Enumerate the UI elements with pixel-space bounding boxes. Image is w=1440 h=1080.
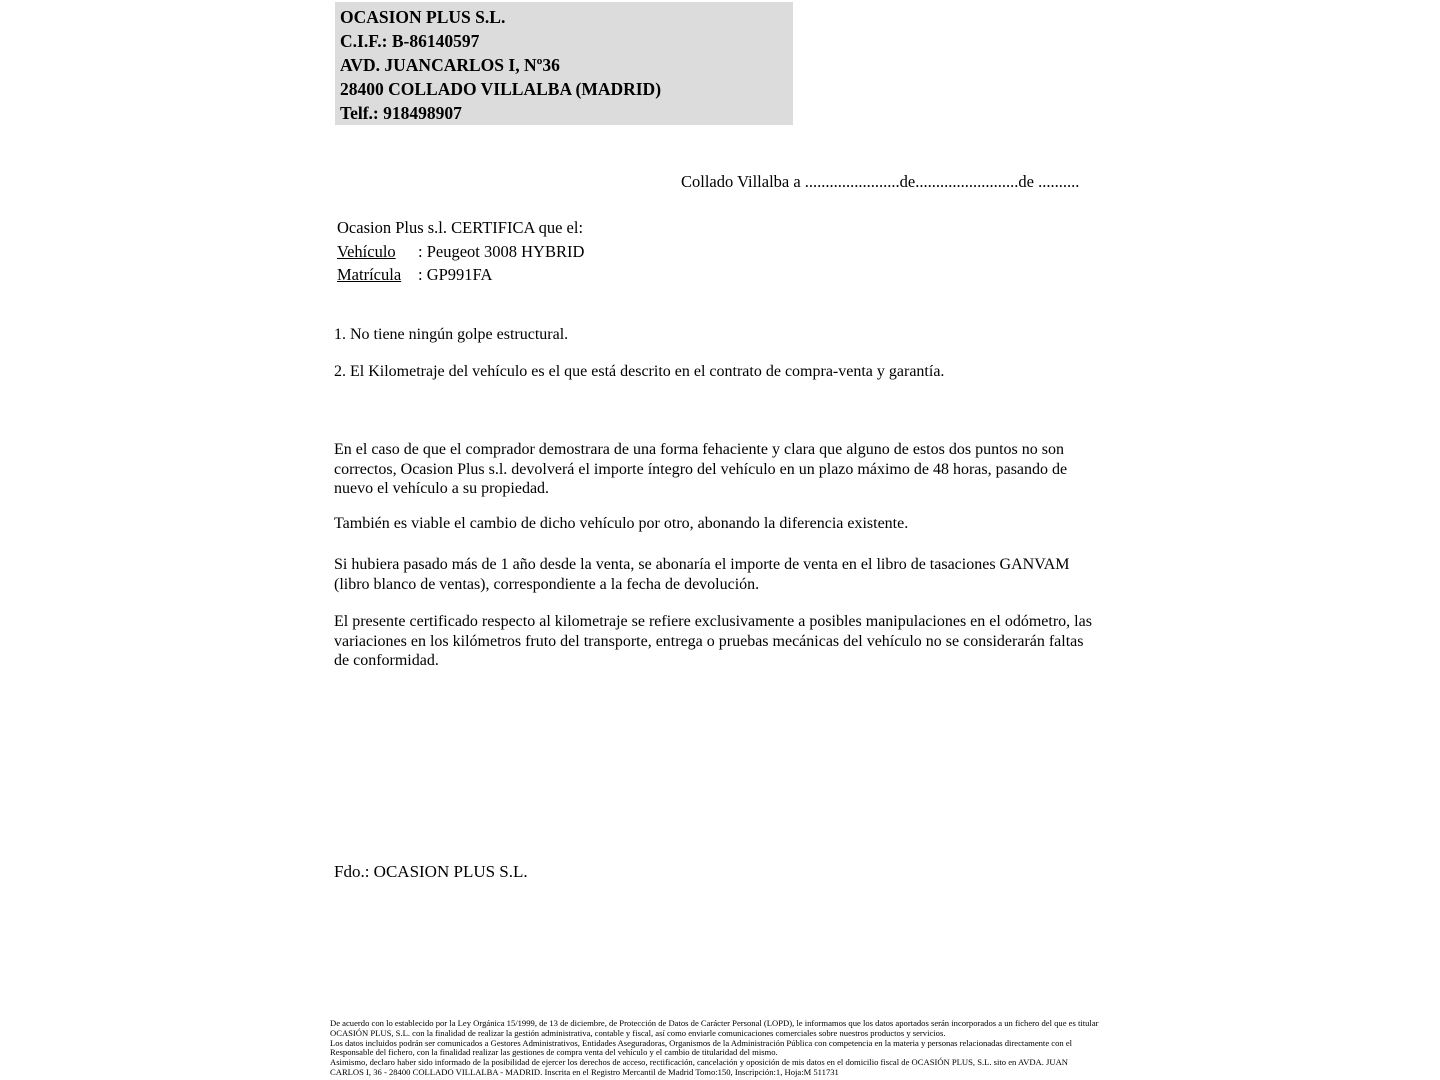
- legal-footer-line: Responsable del fichero, con la finalidad realizar las gestiones de compra venta del vehículo y el cambio de titularidad del mismo.: [330, 1047, 778, 1058]
- certificate-block: [337, 216, 584, 287]
- legal-footer: [330, 1019, 1110, 1078]
- company-cif: C.I.F.: B-86140597: [340, 31, 480, 51]
- company-letterhead: [335, 2, 793, 125]
- paragraph-ganvam-valuation: Si hubiera pasado más de 1 año desde la venta, se abonaría el importe de venta en el libro de tasaciones GANVAM (libro blanco de ventas), correspondiente a la fecha de devolución.: [334, 556, 1070, 593]
- vehicle-field: [337, 240, 584, 264]
- paragraph-exchange-option: También es viable el cambio de dicho vehículo por otro, abonando la diferencia existente.: [334, 515, 909, 532]
- legal-footer-line: Los datos incluidos podrán ser comunicados a Gestores Administrativos, Entidades Aseguradoras, Organismos de la Administración Pública con competencia en la materia y personas relacionadas directamente con el: [330, 1037, 1073, 1048]
- condition-point-1: 1. No tiene ningún golpe estructural.: [334, 326, 569, 343]
- legal-footer-line: Asimismo, declaro haber sido informado de la posibilidad de ejercer los derechos de acceso, rectificación, cancelación y oposición de mis datos en el domicilio fiscal de OCASIÓN PLUS, S.L. sito en AVDA. JUAN: [330, 1057, 1069, 1067]
- condition-point-2: 2. El Kilometraje del vehículo es el que está descrito en el contrato de compra-venta y garantía.: [334, 363, 945, 380]
- date-line: Collado Villalba a .......................de.........................de ..........: [681, 172, 1080, 191]
- paragraph-refund-terms: En el caso de que el comprador demostrara de una forma fehaciente y clara que alguno de estos dos puntos no son correctos, Ocasion Plus s.l. devolverá el importe íntegro del vehículo en un plazo máximo de 48 horas, pasando de nuevo el vehículo a su propiedad.: [334, 441, 1068, 497]
- company-address: AVD. JUANCARLOS I, Nº36: [340, 55, 560, 75]
- legal-footer-line: CARLOS I, 36 - 28400 COLLADO VILLALBA - MADRID. Inscrita en el Registro Mercantil de Madrid Tomo:150, Inscripción:1, Hoja:M 511731: [330, 1066, 839, 1077]
- plate-field: [337, 263, 584, 287]
- legal-footer-line: De acuerdo con lo establecido por la Ley Orgánica 15/1999, de 13 de diciembre, de Protección de Datos de Carácter Personal (LOPD), le informamos que los datos aportados serán incorporados a un fichero del que es titular: [330, 1018, 1099, 1028]
- company-phone: Telf.: 918498907: [340, 103, 462, 123]
- plate-label: Matrícula: [337, 265, 402, 284]
- vehicle-value: : Peugeot 3008 HYBRID: [418, 241, 585, 261]
- company-city: 28400 COLLADO VILLALBA (MADRID): [340, 79, 662, 99]
- company-name: OCASION PLUS S.L.: [340, 7, 506, 27]
- vehicle-label: Vehículo: [337, 241, 396, 261]
- legal-footer-line: OCASIÓN PLUS, S.L. con la finalidad de realizar la gestión administrativa, contable y fiscal, así como enviarle comunicaciones comerciales sobre nuestros productos y servicios.: [330, 1027, 946, 1038]
- plate-value: : GP991FA: [418, 265, 493, 284]
- signature-line: Fdo.: OCASION PLUS S.L.: [334, 862, 528, 881]
- paragraph-odometer-disclaimer: El presente certificado respecto al kilometraje se refiere exclusivamente a posibles manipulaciones en el odómetro, las variaciones en los kilómetros fruto del transporte, entrega o pruebas mecánicas del vehículo no se considerarán faltas de conformidad.: [334, 613, 1092, 669]
- certificate-intro: Ocasion Plus s.l. CERTIFICA que el:: [337, 218, 584, 237]
